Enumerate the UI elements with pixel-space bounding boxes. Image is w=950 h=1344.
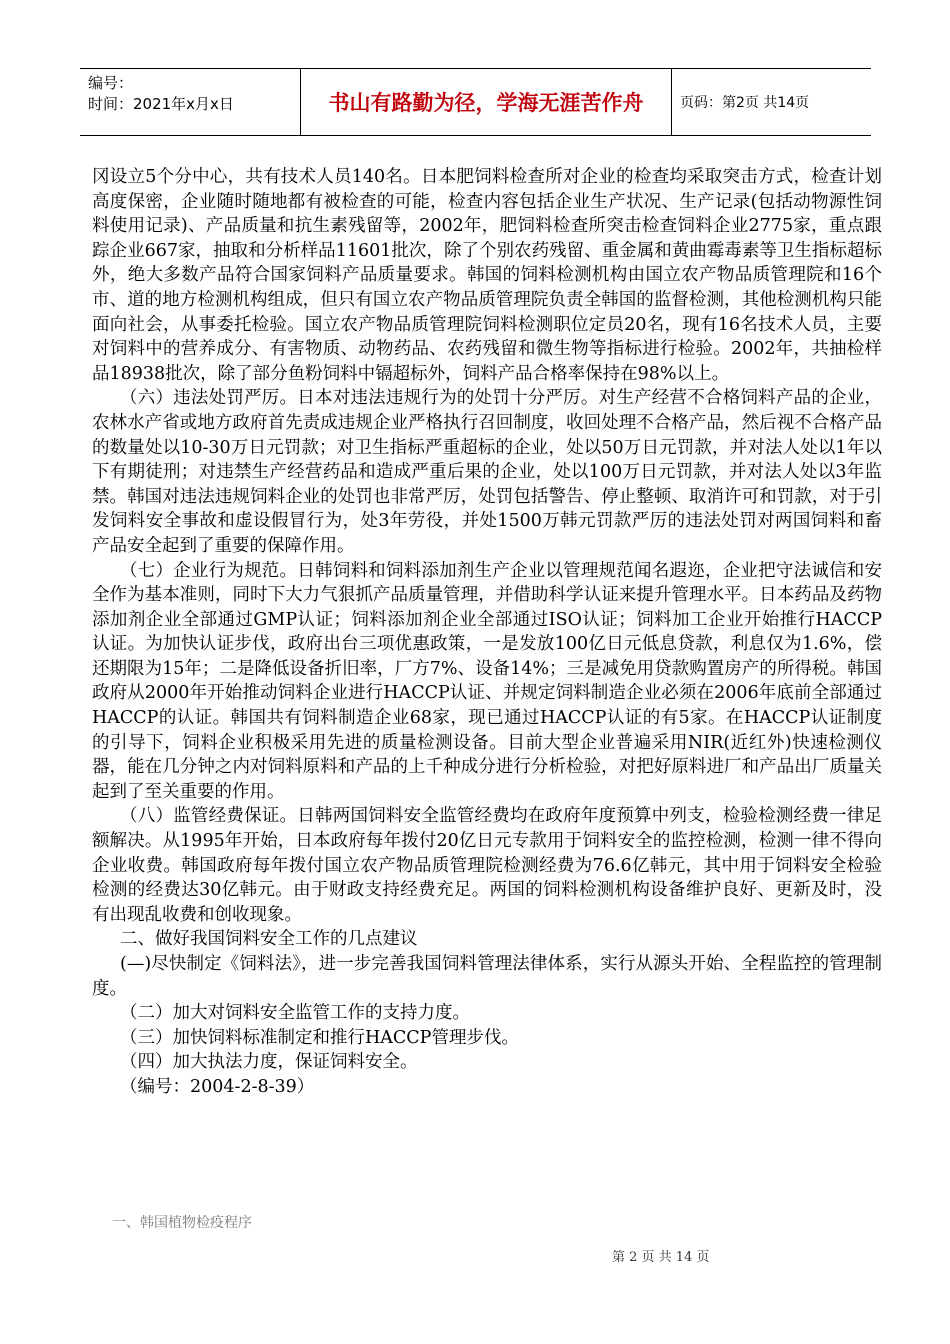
document-body bbox=[92, 165, 882, 1100]
paragraph: （四）加大执法力度，保证饲料安全。 bbox=[120, 1052, 418, 1073]
next-section-title: 一、韩国植物检疫程序 bbox=[112, 1215, 252, 1231]
paragraph: （七）企业行为规范。日韩饲料和饲料添加剂生产企业以管理规范闻名遐迩，企业把守法诚信和安全作为基本准则，同时下大力气狠抓产品质量管理，并借助科学认证来提升管理水平。日本药品及药物添加剂企业全部通过GMP认证；饲料添加剂企业全部通过ISO认证；饲料加工企业开始推行HACCP认证。为加快认证步伐，政府出台三项优惠政策，一是发放100亿日元低息贷款，利息仅为1.6%，偿还期限为15年；二是降低设备折旧率，厂方7%、设备14%；三是减免用贷款购置房产的所得税。韩国政府从2000年开始推动饲料企业进行HACCP认证、并规定饲料制造企业必须在2006年底前全部通过HACCP的认证。韩国共有饲料制造企业68家，现已通过HACCP认证的有5家。在HACCP认证制度的引导下，饲料企业积极采用先进的质量检测设备。目前大型企业普遍采用NIR(近红外)快速检测仪器，能在几分钟之内对饲料原料和产品的上千种成分进行分析检验，对把好原料进厂和产品出厂质量关起到了至关重要的作用。 bbox=[92, 560, 882, 802]
paragraph: （二）加大对饲料安全监管工作的支持力度。 bbox=[120, 1003, 470, 1024]
header-page-info: 页码：第2页 共14页 bbox=[680, 95, 810, 111]
paragraph: (—)尽快制定《饲料法》，进一步完善我国饲料管理法律体系，实行从源头开始、全程监控的管理制度。 bbox=[92, 954, 882, 999]
paragraph: （编号：2004-2-8-39） bbox=[120, 1076, 315, 1097]
paragraph: （八）监管经费保证。日韩两国饲料安全监管经费均在政府年度预算中列支，检验检测经费一律足额解决。从1995年开始，日本政府每年拨付20亿日元专款用于饲料安全的监控检测，检测一律不得向企业收费。韩国政府每年拨付国立农产物品质管理院检测经费为76.6亿韩元，其中用于饲料安全检验检测的经费达30亿韩元。由于财政支持经费充足。两国的饲料检测机构设备维护良好、更新及时，没有出现乱收费和创收现象。 bbox=[92, 806, 882, 925]
page-header bbox=[80, 68, 871, 136]
paragraph: （六）违法处罚严厉。日本对违法违规行为的处罚十分严厉。对生产经营不合格饲料产品的企业，农林水产省或地方政府首先责成违规企业严格执行召回制度，收回处理不合格产品，然后视不合格产品的数量处以10-30万日元罚款；对卫生指标严重超标的企业，处以50万日元罚款，并对法人处以1年以下有期徒刑；对违禁生产经营药品和造成严重后果的企业，处以100万日元罚款，并对法人处以3年监禁。韩国对违法违规饲料企业的处罚也非常严厉，处罚包括警告、停止整顿、取消许可和罚款，对于引发饲料安全事故和虚设假冒行为，处3年劳役，并处1500万韩元罚款严厉的违法处罚对两国饲料和畜产品安全起到了重要的保障作用。 bbox=[92, 388, 882, 556]
number-label: 编号： bbox=[88, 74, 134, 92]
section-heading: 二、做好我国饲料安全工作的几点建议 bbox=[120, 929, 418, 950]
time-label: 时间：2021年x月x日 bbox=[88, 95, 234, 113]
header-meta bbox=[80, 69, 301, 135]
paragraph: （三）加快饲料标准制定和推行HACCP管理步伐。 bbox=[120, 1027, 519, 1048]
paragraph: 冈设立5个分中心，共有技术人员140名。日本肥饲料检查所对企业的检查均采取突击方式，检查计划高度保密，企业随时随地都有被检查的可能，检查内容包括企业生产状况、生产记录(包括动物源性饲料使用记录)、产品质量和抗生素残留等，2002年，肥饲料检查所突击检查饲料企业2775家，重点跟踪企业667家，抽取和分析样品11601批次，除了个别农药残留、重金属和黄曲霉毒素等卫生指标超标外，绝大多数产品符合国家饲料产品质量要求。韩国的饲料检测机构由国立农产物品质管理院和16个市、道的地方检测机构组成，但只有国立农产物品质管理院负责全韩国的监督检测，其他检测机构只能面向社会，从事委托检验。国立农产物品质管理院饲料检测职位定员20名，现有16名技术人员，主要对饲料中的营养成分、有害物质、动物药品、农药残留和微生物等指标进行检验。2002年，共抽检样品18938批次，除了部分鱼粉饲料中镉超标外，饲料产品合格率保持在98%以上。 bbox=[92, 167, 882, 384]
page-footer: 第 2 页 共 14 页 bbox=[612, 1250, 710, 1265]
header-motto: 书山有路勤为径，学海无涯苦作舟 bbox=[301, 69, 672, 135]
